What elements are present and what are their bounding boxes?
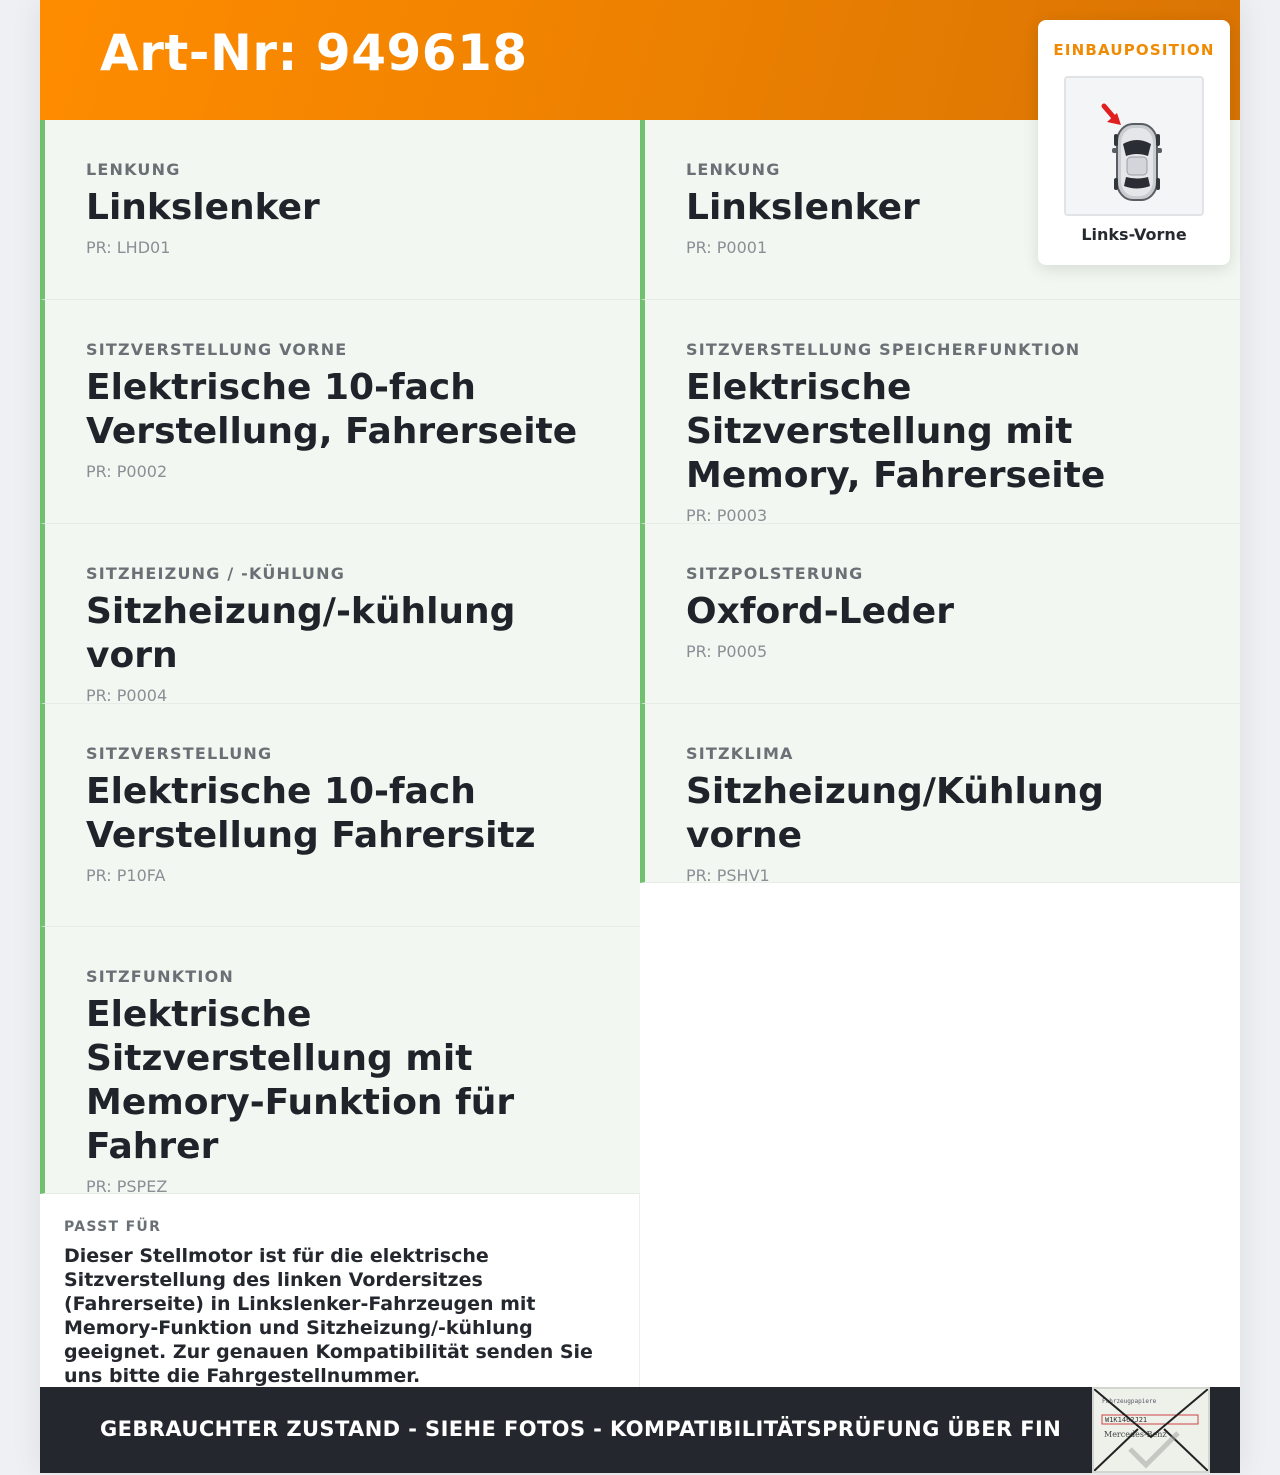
spec-value: Linkslenker — [686, 187, 920, 228]
product-sheet — [40, 0, 1240, 1473]
footer-notice: GEBRAUCHTER ZUSTAND - SIEHE FOTOS - KOMPATIBILITÄTSPRÜFUNG ÜBER FIN — [100, 1417, 1062, 1441]
article-number-title: Art-Nr: 949618 — [100, 24, 528, 82]
car-topview-icon — [1066, 78, 1202, 214]
spec-card — [640, 300, 1240, 524]
installation-position-caption: Links-Vorne — [1081, 225, 1187, 244]
spec-pr-code: PR: P0003 — [686, 506, 768, 525]
fits-label: PASST FÜR — [64, 1219, 162, 1235]
vehicle-document-thumbnail — [1092, 1387, 1210, 1473]
left-column — [40, 120, 640, 1388]
spec-card — [640, 524, 1240, 704]
spec-label: SITZVERSTELLUNG VORNE — [86, 340, 348, 359]
spec-label: SITZVERSTELLUNG SPEICHERFUNKTION — [686, 340, 1081, 359]
spec-card — [40, 120, 640, 300]
spec-label: LENKUNG — [86, 160, 181, 179]
spec-pr-code: PR: P0001 — [686, 238, 768, 257]
installation-position-title: EINBAUPOSITION — [1053, 41, 1215, 59]
footer-banner — [40, 1387, 1240, 1473]
spec-pr-code: PR: P0002 — [86, 462, 168, 481]
spec-card — [40, 704, 640, 927]
spec-pr-code: PR: P0004 — [86, 686, 168, 705]
document-envelope-icon — [1094, 1389, 1208, 1471]
spec-pr-code: PR: PSHV1 — [686, 866, 770, 885]
spec-value: Linkslenker — [86, 187, 320, 228]
spec-card — [40, 927, 640, 1194]
fits-section — [40, 1194, 640, 1388]
spec-value: Elektrische Sitzverstellung mit Memory-Funktion für Fahrer — [86, 994, 515, 1167]
document-header-text: Fahrzeugpapiere — [1102, 1398, 1157, 1405]
spec-card — [640, 704, 1240, 883]
spec-pr-code: PR: PSPEZ — [86, 1177, 168, 1196]
spec-value: Elektrische 10-fach Verstellung, Fahrerseite — [86, 367, 578, 452]
spec-value: Sitzheizung/-kühlung vorn — [86, 591, 516, 676]
spec-value: Elektrische 10-fach Verstellung Fahrersitz — [86, 771, 536, 856]
spec-card — [40, 300, 640, 524]
fits-description: Dieser Stellmotor ist für die elektrische Sitzverstellung des linken Vordersitzes (Fahrerseite) in Linkslenker-Fahrzeugen mit Memory-Funktion und Sitzheizung/-kühlung geeignet. Zur genauen Kompatibilität senden Sie uns bitte die Fahrgestellnummer. — [64, 1245, 593, 1387]
installation-position-box — [1038, 20, 1230, 265]
spec-label: LENKUNG — [686, 160, 781, 179]
spec-label: SITZHEIZUNG / -KÜHLUNG — [86, 564, 346, 583]
document-brand-text: Mercedes-Benz — [1104, 1430, 1167, 1439]
spec-value: Elektrische Sitzverstellung mit Memory, Fahrerseite — [686, 367, 1106, 496]
spec-label: SITZPOLSTERUNG — [686, 564, 864, 583]
spec-value: Sitzheizung/Kühlung vorne — [686, 771, 1104, 856]
spec-pr-code: PR: P10FA — [86, 866, 166, 885]
position-arrow-icon — [1104, 106, 1121, 125]
spec-label: SITZFUNKTION — [86, 967, 234, 986]
spec-label: SITZVERSTELLUNG — [86, 744, 273, 763]
spec-value: Oxford-Leder — [686, 591, 954, 632]
car-position-image — [1064, 76, 1204, 216]
spec-label: SITZKLIMA — [686, 744, 794, 763]
document-vin-text: W1K1462J21 — [1105, 1416, 1148, 1424]
spec-pr-code: PR: P0005 — [686, 642, 768, 661]
spec-card — [40, 524, 640, 704]
spec-pr-code: PR: LHD01 — [86, 238, 171, 257]
